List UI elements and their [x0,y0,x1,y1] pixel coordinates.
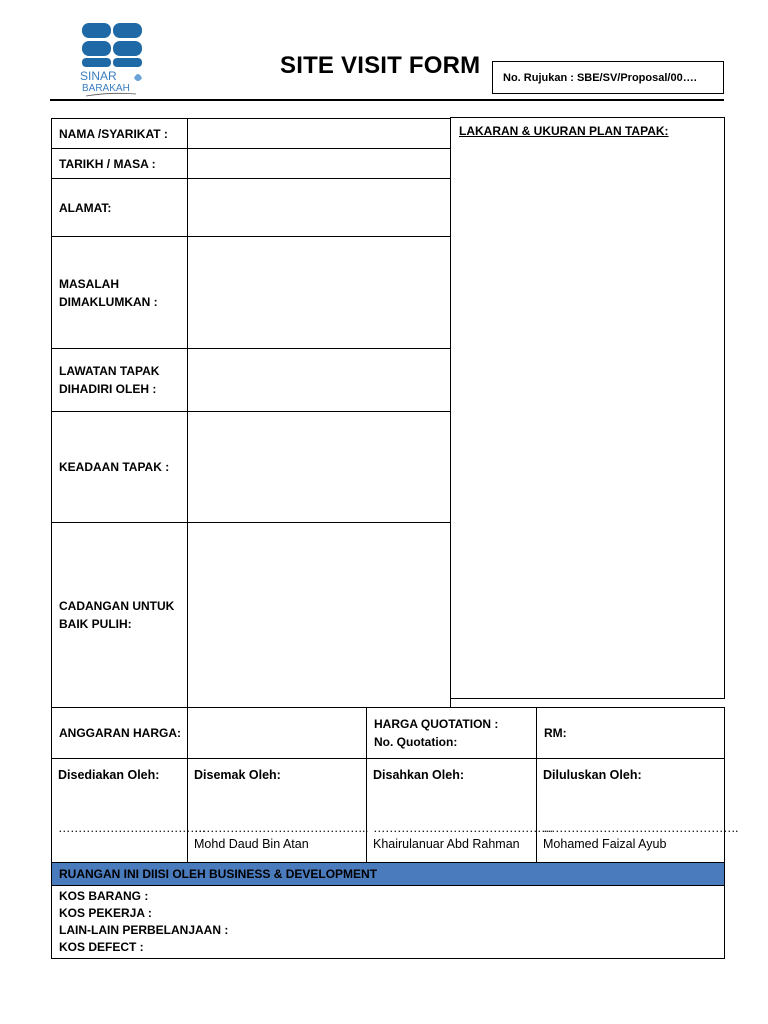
signature-role: Diluluskan Oleh: [543,768,642,782]
label-lawatan-tapak [51,348,188,412]
label-cadangan-line1: CADANGAN UNTUK [59,599,175,613]
label-cadangan [51,522,188,708]
signature-diluluskan[interactable] [536,758,738,863]
label-masalah [51,236,188,349]
signature-name: Khairulanuar Abd Rahman [373,837,520,851]
field-masalah[interactable] [187,236,451,349]
label-harga-quotation-line1: HARGA QUOTATION : [374,717,499,731]
sinar-barakah-logo-icon [76,20,150,100]
label-alamat: ALAMAT: [51,178,188,237]
logo-text-barakah: BARAKAH [82,83,130,94]
label-lawatan-line2: DIHADIRI OLEH : [59,382,157,396]
company-logo [76,20,150,100]
signature-line: ………………………………. [58,821,205,835]
sketch-area[interactable] [450,117,725,699]
field-tarikh-masa[interactable] [187,148,451,179]
label-nama-syarikat: NAMA /SYARIKAT : [51,118,188,149]
header-divider [50,99,724,101]
signature-name: Mohamed Faizal Ayub [543,837,667,851]
label-harga-quotation [366,707,537,759]
business-cost-list[interactable] [51,885,725,959]
signature-role: Disahkan Oleh: [373,768,464,782]
field-cadangan[interactable] [187,522,451,708]
label-no-quotation: No. Quotation: [374,735,458,749]
signature-name: Mohd Daud Bin Atan [194,837,309,851]
label-masalah-line2: DIMAKLUMKAN : [59,294,158,309]
signature-disahkan[interactable] [366,758,553,863]
field-nama-syarikat[interactable] [187,118,451,149]
label-lawatan-line1: LAWATAN TAPAK [59,364,160,378]
field-keadaan-tapak[interactable] [187,411,451,523]
label-lakaran: LAKARAN & UKURAN PLAN TAPAK: [459,124,669,138]
lain-lain-perbelanjaan: LAIN-LAIN PERBELANJAAN : [59,923,229,937]
label-anggaran-harga: ANGGARAN HARGA: [51,707,188,759]
kos-pekerja: KOS PEKERJA : [59,906,152,920]
kos-barang: KOS BARANG : [59,889,149,903]
field-rm[interactable]: RM: [536,707,725,759]
page-title: SITE VISIT FORM [280,52,481,79]
signature-role: Disemak Oleh: [194,768,281,782]
business-section-header: RUANGAN INI DIISI OLEH BUSINESS & DEVELOPMENT [51,862,725,886]
field-alamat[interactable] [187,178,451,237]
signature-disemak[interactable] [187,758,367,863]
signature-role: Disediakan Oleh: [58,768,160,782]
label-tarikh-masa: TARIKH / MASA : [51,148,188,179]
reference-number: No. Rujukan : SBE/SV/Proposal/00…. [492,61,724,94]
kos-defect: KOS DEFECT : [59,940,144,954]
field-lawatan-tapak[interactable] [187,348,451,412]
logo-text-sinar: SINAR [80,69,117,83]
label-cadangan-line2: BAIK PULIH: [59,617,132,631]
signature-line: …………………………………….. [194,821,368,835]
signature-disediakan[interactable] [51,758,205,863]
signature-line: …………………………………………. [543,821,738,835]
label-masalah-line1: MASALAH [59,276,119,291]
field-anggaran-harga[interactable] [187,707,367,759]
label-keadaan-tapak: KEADAAN TAPAK : [51,411,188,523]
signature-line: ……………………………………… [373,821,553,835]
